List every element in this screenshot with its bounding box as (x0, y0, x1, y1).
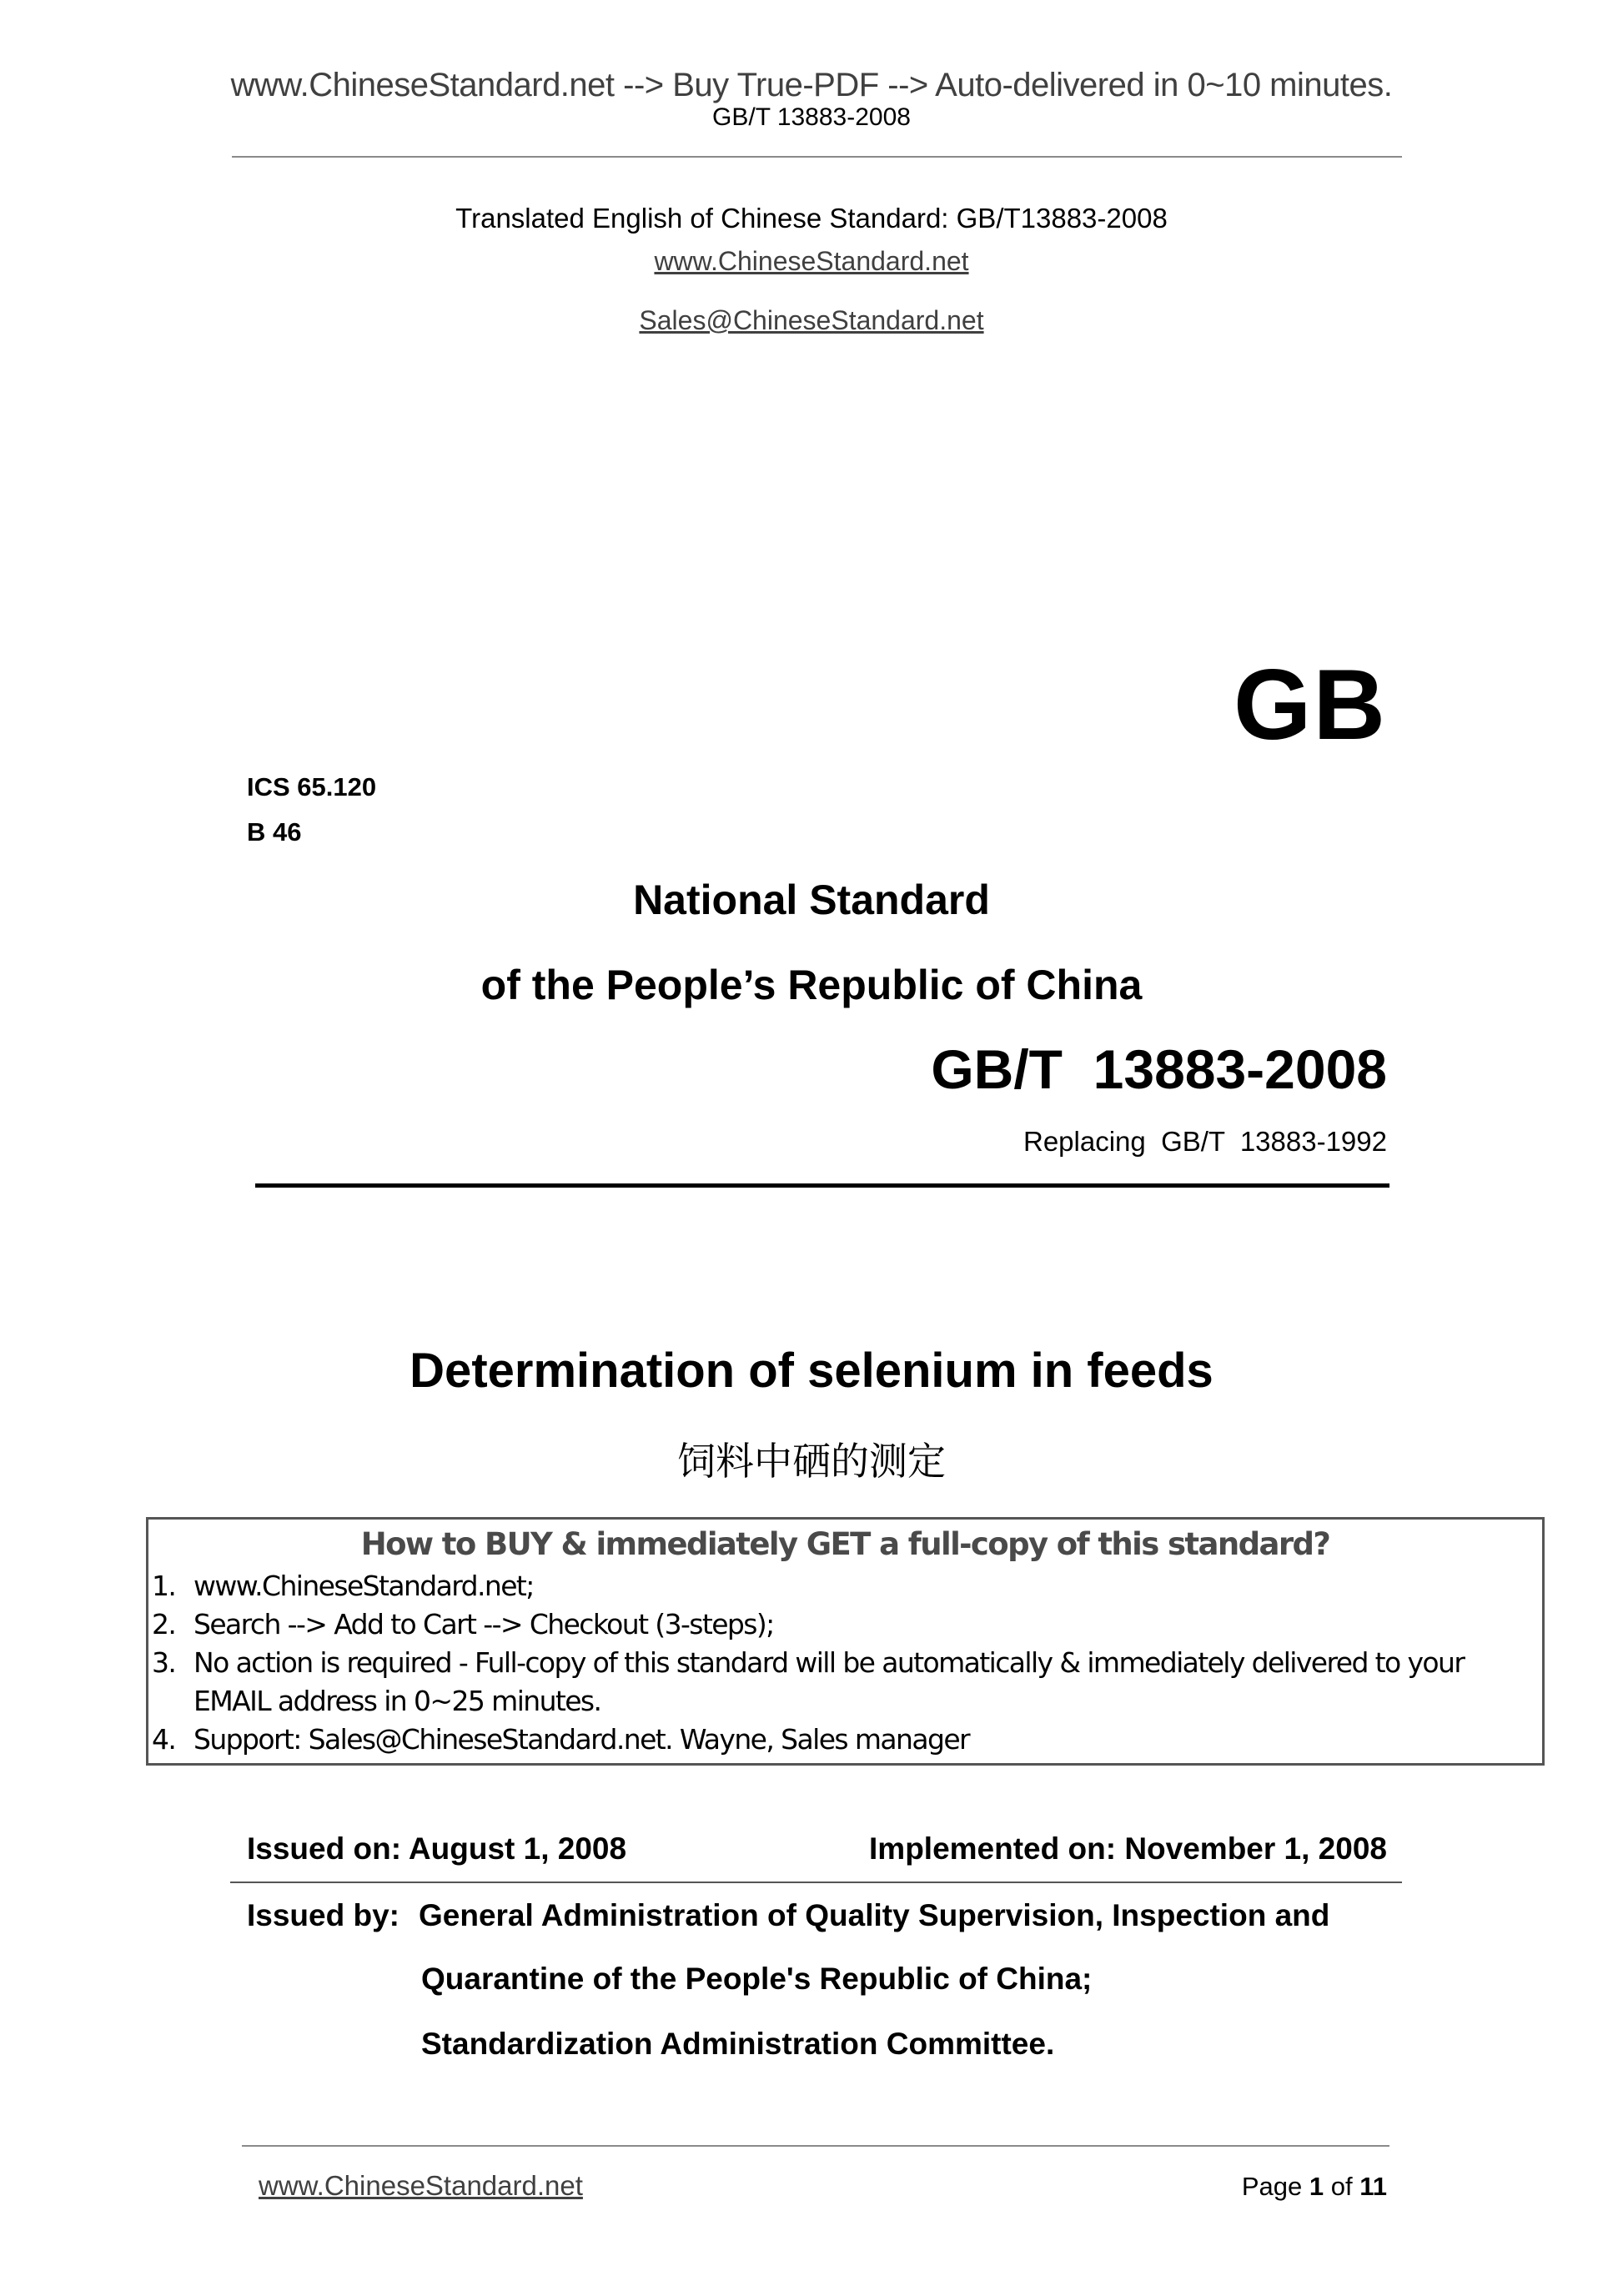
email-link-wrap (0, 305, 1623, 336)
header-banner: www.ChineseStandard.net --> Buy True-PDF --> Auto-delivered in 0~10 minutes. (230, 67, 1393, 103)
step-number: 4. (152, 1723, 176, 1756)
website-link-wrap (0, 246, 1623, 277)
page-indicator (1242, 2172, 1387, 2202)
buy-info-box (146, 1517, 1545, 1766)
replacing-note: Replacing GB/T 13883-1992 (1023, 1126, 1387, 1157)
national-standard-line1: National Standard (633, 877, 990, 923)
buy-step (148, 1644, 1542, 1721)
title-zh: 饲料中硒的测定 (677, 1439, 946, 1484)
issued-by-label: Issued by: (247, 1898, 399, 1932)
dates-divider (230, 1882, 1402, 1883)
translated-line: Translated English of Chinese Standard: GB/T13883-2008 (455, 203, 1168, 234)
issuer-line1: General Administration of Quality Supervision, Inspection and (419, 1898, 1330, 1932)
step-text: Search --> Add to Cart --> Checkout (3-steps); (193, 1608, 774, 1640)
header-doc-code: GB/T 13883-2008 (712, 103, 911, 131)
footer-website-link[interactable]: www.ChineseStandard.net (259, 2170, 583, 2201)
page-of: of (1324, 2172, 1360, 2201)
footer-divider (242, 2145, 1389, 2147)
ics-code: ICS 65.120 (247, 772, 377, 801)
cover-rule (255, 1183, 1389, 1188)
step-text: www.ChineseStandard.net; (193, 1570, 534, 1602)
header-divider (232, 156, 1402, 158)
buy-step (148, 1567, 1542, 1605)
national-standard-line2: of the People’s Republic of China (480, 962, 1143, 1008)
step-number: 3. (152, 1646, 176, 1679)
page-current: 1 (1309, 2172, 1324, 2201)
implemented-on: Implemented on: November 1, 2008 (869, 1831, 1387, 1866)
buy-step (148, 1721, 1542, 1759)
step-text: No action is required - Full-copy of this standard will be automatically & immediately delivered to your EMAIL address in 0~25 minutes. (193, 1646, 1465, 1717)
page-total: 11 (1359, 2172, 1387, 2201)
issuer-line2: Quarantine of the People's Republic of China; (421, 1962, 1093, 1996)
page-prefix: Page (1241, 2172, 1309, 2201)
buy-step (148, 1605, 1542, 1644)
issuer-line3: Standardization Administration Committee. (421, 2027, 1055, 2061)
step-text: Support: Sales@ChineseStandard.net. Wayne, Sales manager (193, 1723, 970, 1756)
step-number: 2. (152, 1608, 176, 1640)
issued-on: Issued on: August 1, 2008 (247, 1831, 627, 1866)
email-link[interactable]: Sales@ChineseStandard.net (639, 305, 984, 335)
website-link[interactable]: www.ChineseStandard.net (654, 246, 969, 276)
standard-number: GB/T 13883-2008 (931, 1038, 1387, 1100)
classification-code: B 46 (247, 817, 302, 847)
buy-steps-list (148, 1567, 1542, 1759)
step-number: 1. (152, 1570, 176, 1602)
buy-box-title: How to BUY & immediately GET a full-copy of this standard? (360, 1526, 1330, 1562)
gb-mark: GB (1234, 649, 1387, 761)
title-en: Determination of selenium in feeds (410, 1344, 1213, 1398)
